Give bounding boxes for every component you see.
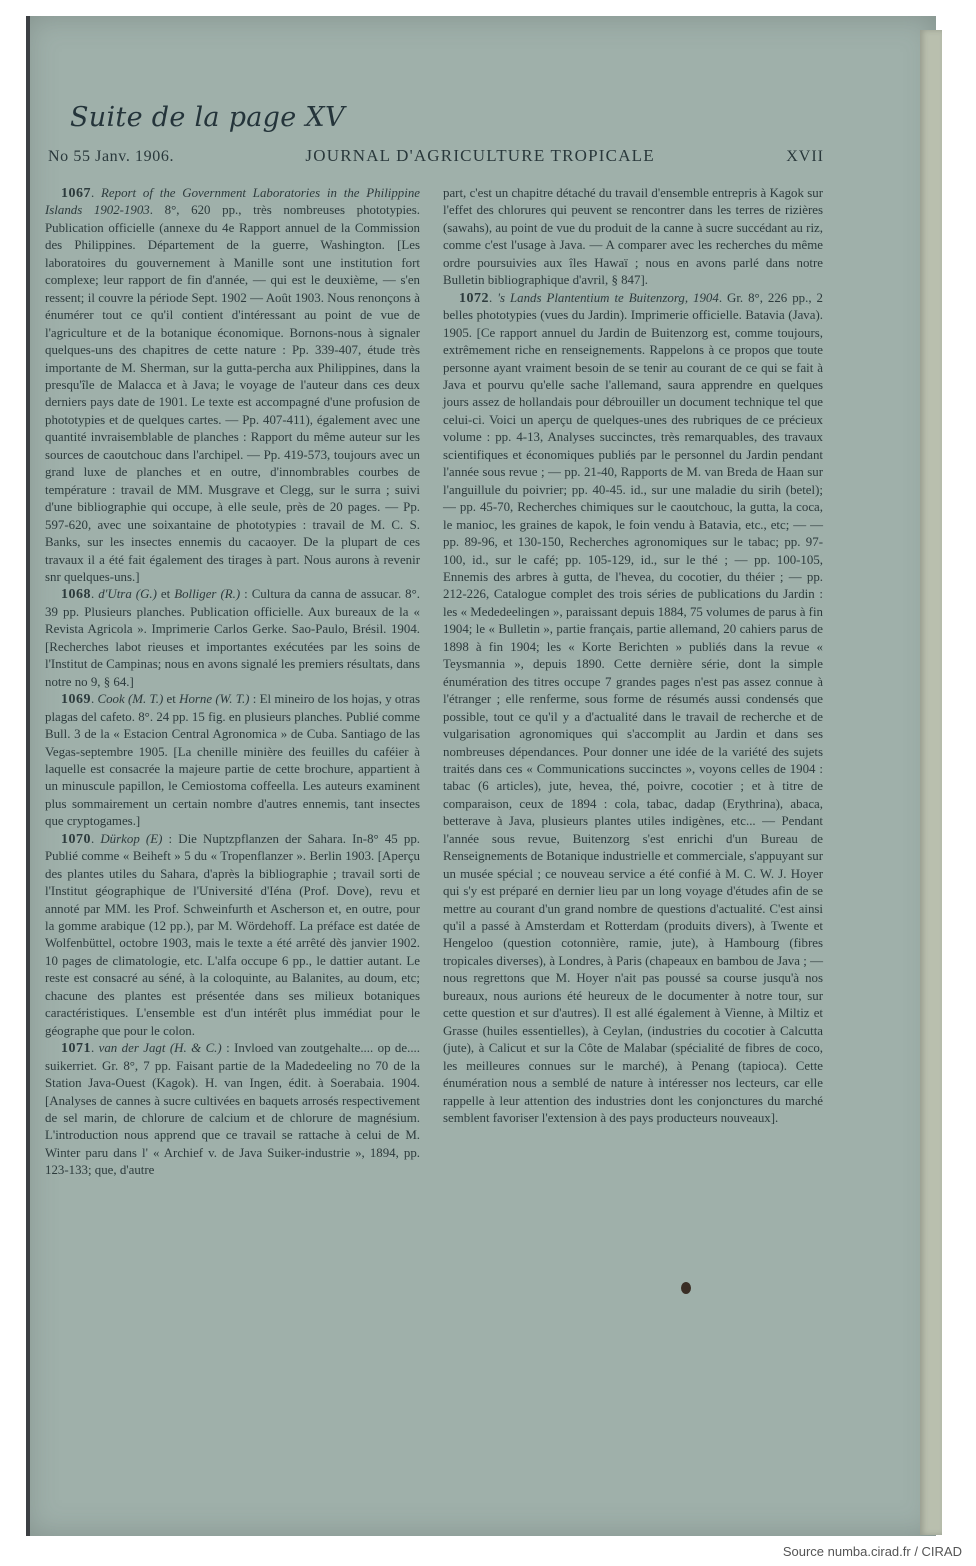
paper-stain bbox=[681, 1282, 691, 1294]
entry-author: Horne bbox=[179, 692, 213, 707]
entry-author-initials: (G.) bbox=[135, 587, 157, 602]
entry-author: Bolliger bbox=[174, 587, 217, 602]
page-number: XVII bbox=[786, 148, 824, 165]
entry-number: 1070 bbox=[61, 831, 91, 847]
entry-1068: 1068. d'Utra (G.) et Bolliger (R.) : Cultura da canna de assucar. 8°. 39 pp. Plusieurs planches. Publication officielle. Aux bureaux de la « Revista Agricola ». Imprimerie Carlos Gerke. Sao-Paulo, Brésil. 1904. [Recherches labot rieuses et importantes exécutées par les soins de l'Institut de Campinas; nous en avons signalé les premiers résultats, dans notre no 9, § 64.] bbox=[45, 587, 420, 689]
entry-author-initials: (M. T.) bbox=[128, 692, 164, 707]
entry-number: 1072 bbox=[459, 290, 489, 306]
entry-1071-continued: part, c'est un chapitre détaché du travail d'ensemble entrepris à Kagok sur l'effet des chlorures qui peuvent se rencontrer dans les terres de rizières (sawahs), au point de vue du produit de la canne à sucre succédant au riz, comme c'est l'usage à Java. — A comparer avec les recherches du même ordre poursuivies aux îles Hawaï ; nous en avons parlé dans notre Bulletin bibliographique d'avril, § 847]. bbox=[443, 186, 823, 288]
entry-author-initials: (W. T.) bbox=[215, 692, 250, 707]
entry-author: Cook bbox=[97, 692, 125, 707]
entry-number: 1068 bbox=[61, 587, 91, 603]
entry-number: 1067 bbox=[61, 186, 91, 201]
left-column bbox=[45, 185, 420, 1180]
entry-title: Report of the Government Laboratories in the Philippine Islands 1902-1903 bbox=[45, 186, 420, 218]
entry-number: 1071 bbox=[61, 1041, 91, 1057]
entry-title: 's Lands Plantentium te Buitenzorg, 1904 bbox=[497, 290, 719, 305]
entry-text: : Die Nuptzpflanzen der Sahara. In-8° 45 pp. Publié comme « Beiheft » 5 du « Tropenflanzer ». Berlin 1903. [Aperçu des plantes utiles du Sahara, d'après la bibliographie ; travail sorti de l'Institut géographique de l'Université d'Iéna (Prof. Dove), revu et annoté par MM. les Prof. Schweinfurth et Ascherson et, en outre, pour la gomme arabique (12 pp.), par M. Wördehoff. La préface est datée de Wolfenbüttel, octobre 1903, mais le texte a été arrêté dès janvier 1902. 10 pages de climatologie, etc. L'alfa occupe 6 pp., le dattier autant. Le reste est consacré au séné, à la coloquinte, au Balanites, au doum, etc; chacune des plantes est présentée dans ses milieux botaniques caractéristiques. L'ensemble est d'un intérêt plus immédiat pour le géographe que pour le colon. bbox=[45, 831, 420, 1038]
entry-text: . 8°, 620 pp., très nombreuses phototypies. Publication officielle (annexe du 4e Rapport annuel de la Commission des Philippines. Département de la guerre, Washington. [Les laboratoires du gouvernement à Manille sont une institution fort complexe; leur rapport de fin d'année, — qui est le deuxième, — s'en ressent; il couvre la période Sept. 1902 — Août 1903. Nous renonçons à énumérer tout ce qu'il contient d'intéressant au point de vue de l'agriculture et de la botanique économique. Bornons-nous à signaler quelques-uns des chapitres de cette nature : Pp. 339-407, étude très importante de M. Sherman, sur la gutta-percha aux Philippines, dans la presqu'île de Malacca et à Java; le voyage de l'auteur dans ces deux derniers pays date de 1901. Le texte est accompagné d'une profusion de phototypies et de quelques cartes. — Pp. 407-411), également avec une quantité invraisemblable de planches : Rapport du même auteur sur les sources de caoutchouc dans l'archipel. — Pp. 419-573, toujours avec un grand luxe de planches et en outre, d'innombrables courbes de température : travail de MM. Musgrave et Clegg, sur le surra ; suivi d'une bibliographie qui occupe, à elle seule, près de 20 pages. — Pp. 597-620, avec une soixantaine de phototypies : travail de M. C. S. Banks, sur les insectes ennemis du cacaoyer. De la plupart de ces travaux il a été fait également des tirages à part. Nous aurons à revenir snr quelques-uns.] bbox=[45, 203, 420, 584]
entry-1071: 1071. van der Jagt (H. & C.) : Invloed van zoutgehalte.... op de.... suikerriet. Gr. 8°, 7 pp. Faisant partie de la Madedeeling no 70 de la Station Java-Ouest (Kagok). H. van Ingen, édit. à Soerabaia. 1904. [Analyses de cannes à sucre cultivées en baquets arrosés respectivement de sel marin, de chlorure de calcium et de chlorure de magnésium. L'introduction nous apprend que ce travail se rattache à celui de M. Winter paru dans l' « Archief v. de Java Suiker-industrie », 1894, pp. 123-133; que, d'autre bbox=[45, 1041, 420, 1178]
page-fold bbox=[920, 30, 942, 1535]
entry-author: d'Utra bbox=[98, 587, 132, 602]
entry-author-initials: (H. & C.) bbox=[169, 1041, 222, 1056]
entry-text: : Invloed van zoutgehalte.... op de.... suikerriet. Gr. 8°, 7 pp. Faisant partie de la Madedeeling no 70 de la Station Java-Ouest (Kagok). H. van Ingen, édit. à Soerabaia. 1904. [Analyses de cannes à sucre cultivées en baquets arrosés respectivement de sel marin, de chlorure de calcium et de chlorure de magnésium. L'introduction nous apprend que ce travail se rattache à celui de M. Winter paru dans l' « Archief v. de Java Suiker-industrie », 1894, pp. 123-133; que, d'autre bbox=[45, 1041, 420, 1178]
page-left-edge bbox=[26, 16, 30, 1536]
entry-number: 1069 bbox=[61, 692, 91, 708]
entry-1069: 1069. Cook (M. T.) et Horne (W. T.) : El mineiro de los hojas, y otras plagas del cafeto. 8°. 24 pp. 15 fig. en plusieurs planches. Publié comme Bull. 3 de la « Estacion Central Agronomica » de Cuba. Santiago de las Vegas-septembre 1905. [La chenille minière des feuilles du caféier à laquelle est consacrée la majeure partie de cette brochure, appartient à un minuscule papillon, le Cemiostoma coffeella. Les auteurs examinent plus sommairement un certain nombre d'autres ennemis, tant insectes que cryptogames.] bbox=[45, 692, 420, 829]
right-column bbox=[443, 185, 823, 1127]
handwritten-note: Suite de la page XV bbox=[70, 102, 345, 133]
entry-1067: 1067. Report of the Government Laboratories in the Philippine Islands 1902-1903. 8°, 620 pp., très nombreuses phototypies. Publication officielle (annexe du 4e Rapport annuel de la Commission des Philippines. Département de la guerre, Washington. [Les laboratoires du gouvernement à Manille sont une institution fort complexe; leur rapport de fin d'année, — qui est le deuxième, — s'en ressent; il couvre la période Sept. 1902 — Août 1903. Nous renonçons à énumérer tout ce qu'il contient d'intéressant au point de vue de l'agriculture et de la botanique économique. Bornons-nous à signaler quelques-uns des chapitres de cette nature : Pp. 339-407, étude très importante de M. Sherman, sur la gutta-percha aux Philippines, dans la presqu'île de Malacca et à Java; le voyage de l'auteur dans ces deux derniers pays date de 1901. Le texte est accompagné d'une profusion de phototypies et de quelques cartes. — Pp. 407-411), également avec une quantité invraisemblable de planches : Rapport du même auteur sur les sources de caoutchouc dans l'archipel. — Pp. 419-573, toujours avec un grand luxe de planches et en outre, d'innombrables courbes de température : travail de MM. Musgrave et Clegg, sur le surra ; suivi d'une bibliographie qui occupe, à elle seule, près de 20 pages. — Pp. 597-620, avec une soixantaine de phototypies : travail de M. C. S. Banks, sur les insectes ennemis du cacaoyer. De la plupart de ces travaux il a été fait également des tirages à part. Nous aurons à revenir snr quelques-uns.] bbox=[45, 186, 420, 584]
entry-1072: 1072. 's Lands Plantentium te Buitenzorg, 1904. Gr. 8°, 226 pp., 2 belles phototypies (vues du Jardin). Imprimerie officielle. Batavia (Java). 1905. [Ce rapport annuel du Jardin de Buitenzorg est, comme toujours, extrêmement riche en renseignements. Rappelons à ce propos que toute personne ayant vraiment besoin de se tenir au courant de ce qui se fait à Java et pourvu qu'elle sache l'allemand, saura apprendre en quelques jours assez de hollandais pour débrouiller un document technique tel que celui-ci. Voici un aperçu de quelques-unes des rubriques de ce précieux volume : pp. 4-13, Analyses succinctes, très remarquables, des travaux scientifiques et économiques publiés par le personnel du Jardin pendant l'année sous revue ; — pp. 21-40, Rapports de M. van Breda de Haan sur l'anguillule du poivrier; pp. 40-45. id., sur une maladie du sirih (betel); — pp. 45-70, Recherches chimiques sur le caoutchouc, la gutta, la coca, le manioc, les graines de kapok, le foin vendu à Batavia, etc., etc; — — pp. 89-96, et 130-150, Recherches agronomiques sur le tabac; pp. 97-100, id., sur le café; pp. 105-129, id., sur le thé ; — pp. 100-105, Ennemis des arbres à gutta, de l'hevea, du cocotier, du théier ; — pp. 212-226, Catalogue complet des trois séries de publications du Jardin : les « Mededeelingen », paraissant depuis 1884, 75 volumes de parus à fin 1904; le « Bulletin », partie français, partie allemand, 20 cahiers parus de 1898 à fin 1904; les « Korte Berichten » publiés dans la revue « Teysmannia », depuis 1890. Cette dernière série, dont la simple énumération des titres occupe 7 grandes pages n'est pas assez connue à l'étranger ; elle renferme, sous forme de résumés aussi condensés que possible, tout ce qu'il y a d'actualité dans le travail de recherche et de vulgarisation agronomiques qui s'accomplit au Jardin et dans ses nombreuses dépendances. Pour donner une idée de la variété des sujets traités dans ces « Communications succinctes », voyons celles de 1904 : tabac (6 articles), jute, hevea, thé, poivre, cocotier ; et à titre de comparaison, ceux de 1894 : cola, tabac, dadap (Erythrina), abaca, betterave à Java, plusieurs plantes utiles indigènes, etc... — Pendant l'année sous revue, Buitenzorg s'est enrichi d'un Bureau de Renseignements de Botanique industrielle et commerciale, s'appuyant sur un musée spécial ; ce nouveau service a été confié à M. C. W. J. Hoyer qui s'y est préparé en dernier lieu par un long voyage d'études afin de se mettre au courant d'un grand nombre de questions d'actualité. C'est ainsi qu'il a passé à Amsterdam et Rotterdam (produits divers), à Twente et Hengeloo (question cotonnière, ramie, jute), à Hambourg (fibres tropicales diverses), à Londres, à Paris (chapeaux en bambou de Java ; — nous regrettons que M. Hoyer n'ait pas poussé sa course jusqu'à nos bureaux, nous aurions été heureux de le documenter à notre tour, sur cette question et sur d'autres). Il est allé également à Vienne, à Miltiz et Grasse (huiles essentielles), à Ceylan, (industries du cocotier à Calcutta (jute), à Calicut et sur la Côte de Malabar (spécialité de fibres de coco, les meilleures connues sur le marché), à Penang (tapioca). Cette énumération nous a semblé de nature à intéresser nos lecteurs, car elle rappelle à leur attention des industries dont les conjonctures du marché semblent favoriser l'extension à des pays producteurs nouveaux]. bbox=[443, 290, 823, 1126]
source-credit: Source numba.cirad.fr / CIRAD bbox=[782, 1544, 962, 1559]
entry-conjunction: et bbox=[163, 692, 180, 707]
running-header bbox=[48, 146, 824, 166]
entry-author-initials: (E) bbox=[145, 831, 163, 846]
entry-author-initials: (R.) bbox=[220, 587, 241, 602]
entry-text: : Cultura da canna de assucar. 8°. 39 pp. Plusieurs planches. Publication officielle. Aux bureaux de la « Revista Agricola ». Imprimerie Carlos Gerke. Sao-Paulo, Brésil. 1904. [Recherches labot rieuses et importantes exécutées par les soins de l'Institut de Campinas; nous en avons signalé les premiers résultats, dans notre no 9, § 64.] bbox=[45, 587, 420, 689]
issue-number: No 55 Janv. 1906. bbox=[48, 148, 175, 165]
entry-text: . Gr. 8°, 226 pp., 2 belles phototypies (vues du Jardin). Imprimerie officielle. Batavia (Java). 1905. [Ce rapport annuel du Jardin de Buitenzorg est, comme toujours, extrêmement riche en renseignements. Rappelons à ce propos que toute personne ayant vraiment besoin de se tenir au courant de ce qui se fait à Java et pourvu qu'elle sache l'allemand, saura apprendre en quelques jours assez de hollandais pour débrouiller un document technique tel que celui-ci. Voici un aperçu de quelques-unes des rubriques de ce précieux volume : pp. 4-13, Analyses succinctes, très remarquables, des travaux scientifiques et économiques publiés par le personnel du Jardin pendant l'année sous revue ; — pp. 21-40, Rapports de M. van Breda de Haan sur l'anguillule du poivrier; pp. 40-45. id., sur une maladie du sirih (betel); — pp. 45-70, Recherches chimiques sur le caoutchouc, la gutta, la coca, le manioc, les graines de kapok, le foin vendu à Batavia, etc., etc; — — pp. 89-96, et 130-150, Recherches agronomiques sur le tabac; pp. 97-100, id., sur le café; pp. 105-129, id., sur le thé ; — pp. 100-105, Ennemis des arbres à gutta, de l'hevea, du cocotier, du théier ; — pp. 212-226, Catalogue complet des trois séries de publications du Jardin : les « Mededeelingen », paraissant depuis 1884, 75 volumes de parus à fin 1904; le « Bulletin », partie français, partie allemand, 20 cahiers parus de 1898 à fin 1904; les « Korte Berichten » publiés dans la revue « Teysmannia », depuis 1890. Cette dernière série, dont la simple énumération des titres occupe 7 grandes pages n'est pas assez connue à l'étranger ; elle renferme, sous forme de résumés aussi condensés que possible, tout ce qu'il y a d'actualité dans le travail de recherche et de vulgarisation agronomiques qui s'accomplit au Jardin et dans ses nombreuses dépendances. Pour donner une idée de la variété des sujets traités dans ces « Communications succinctes », voyons celles de 1904 : tabac (6 articles), jute, hevea, thé, poivre, cocotier ; et à titre de comparaison, ceux de 1894 : cola, tabac, dadap (Erythrina), abaca, betterave à Java, plusieurs plantes utiles indigènes, etc... — Pendant l'année sous revue, Buitenzorg s'est enrichi d'un Bureau de Renseignements de Botanique industrielle et commerciale, s'appuyant sur un musée spécial ; ce nouveau service a été confié à M. C. W. J. Hoyer qui s'y est préparé en dernier lieu par un long voyage d'études afin de se mettre au courant d'un grand nombre de questions d'actualité. C'est ainsi qu'il a passé à Amsterdam et Rotterdam (produits divers), à Twente et Hengeloo (question cotonnière, ramie, jute), à Hambourg (fibres tropicales diverses), à Londres, à Paris (chapeaux en bambou de Java ; — nous regrettons que M. Hoyer n'ait pas poussé sa course jusqu'à nos bureaux, nous aurions été heureux de le documenter à notre tour, sur cette question et sur d'autres). Il est allé également à Vienne, à Miltiz et Grasse (huiles essentielles), à Ceylan, (industries du cocotier à Calcutta (jute), à Calicut et sur la Côte de Malabar (spécialité de fibres de coco, les meilleures connues sur le marché), à Penang (tapioca). Cette énumération nous a semblé de nature à intéresser nos lecteurs, car elle rappelle à leur attention des industries dont les conjonctures du marché semblent favoriser l'extension à des pays producteurs nouveaux]. bbox=[443, 290, 823, 1126]
entry-1070: 1070. Dürkop (E) : Die Nuptzpflanzen der Sahara. In-8° 45 pp. Publié comme « Beiheft » 5 du « Tropenflanzer ». Berlin 1903. [Aperçu des plantes utiles du Sahara, d'après la bibliographie ; travail sorti de l'Institut géographique de l'Université d'Iéna (Prof. Dove), revu et annoté par MM. les Prof. Schweinfurth et Ascherson et, en outre, pour la gomme arabique (12 pp.), par M. Wördehoff. La préface est datée de Wolfenbüttel, octobre 1903, mais le texte a été arrêté dès janvier 1902. 10 pages de climatologie, etc. L'alfa occupe 6 pp., le dattier autant. Le reste est consacré au séné, à la coloquinte, au Balanites, au doum, etc; chacune des plantes est présentée dans ses milieux botaniques caractéristiques. L'ensemble est d'un intérêt plus immédiat pour le géographe que pour le colon. bbox=[45, 831, 420, 1038]
journal-title: JOURNAL D'AGRICULTURE TROPICALE bbox=[305, 146, 655, 165]
entry-conjunction: et bbox=[156, 587, 175, 602]
entry-text: : El mineiro de los hojas, y otras plagas del cafeto. 8°. 24 pp. 15 fig. en plusieurs planches. Publié comme Bull. 3 de la « Estacion Central Agronomica » de Cuba. Santiago de las Vegas-septembre 1905. [La chenille minière des feuilles du caféier à laquelle est consacrée la majeure partie de cette brochure, appartient à un minuscule papillon, le Cemiostoma coffeella. Les auteurs examinent plus sommairement un certain nombre d'autres ennemis, tant insectes que cryptogames.] bbox=[45, 692, 420, 829]
entry-author: van der Jagt bbox=[98, 1041, 166, 1056]
entry-author: Dürkop bbox=[100, 831, 140, 846]
